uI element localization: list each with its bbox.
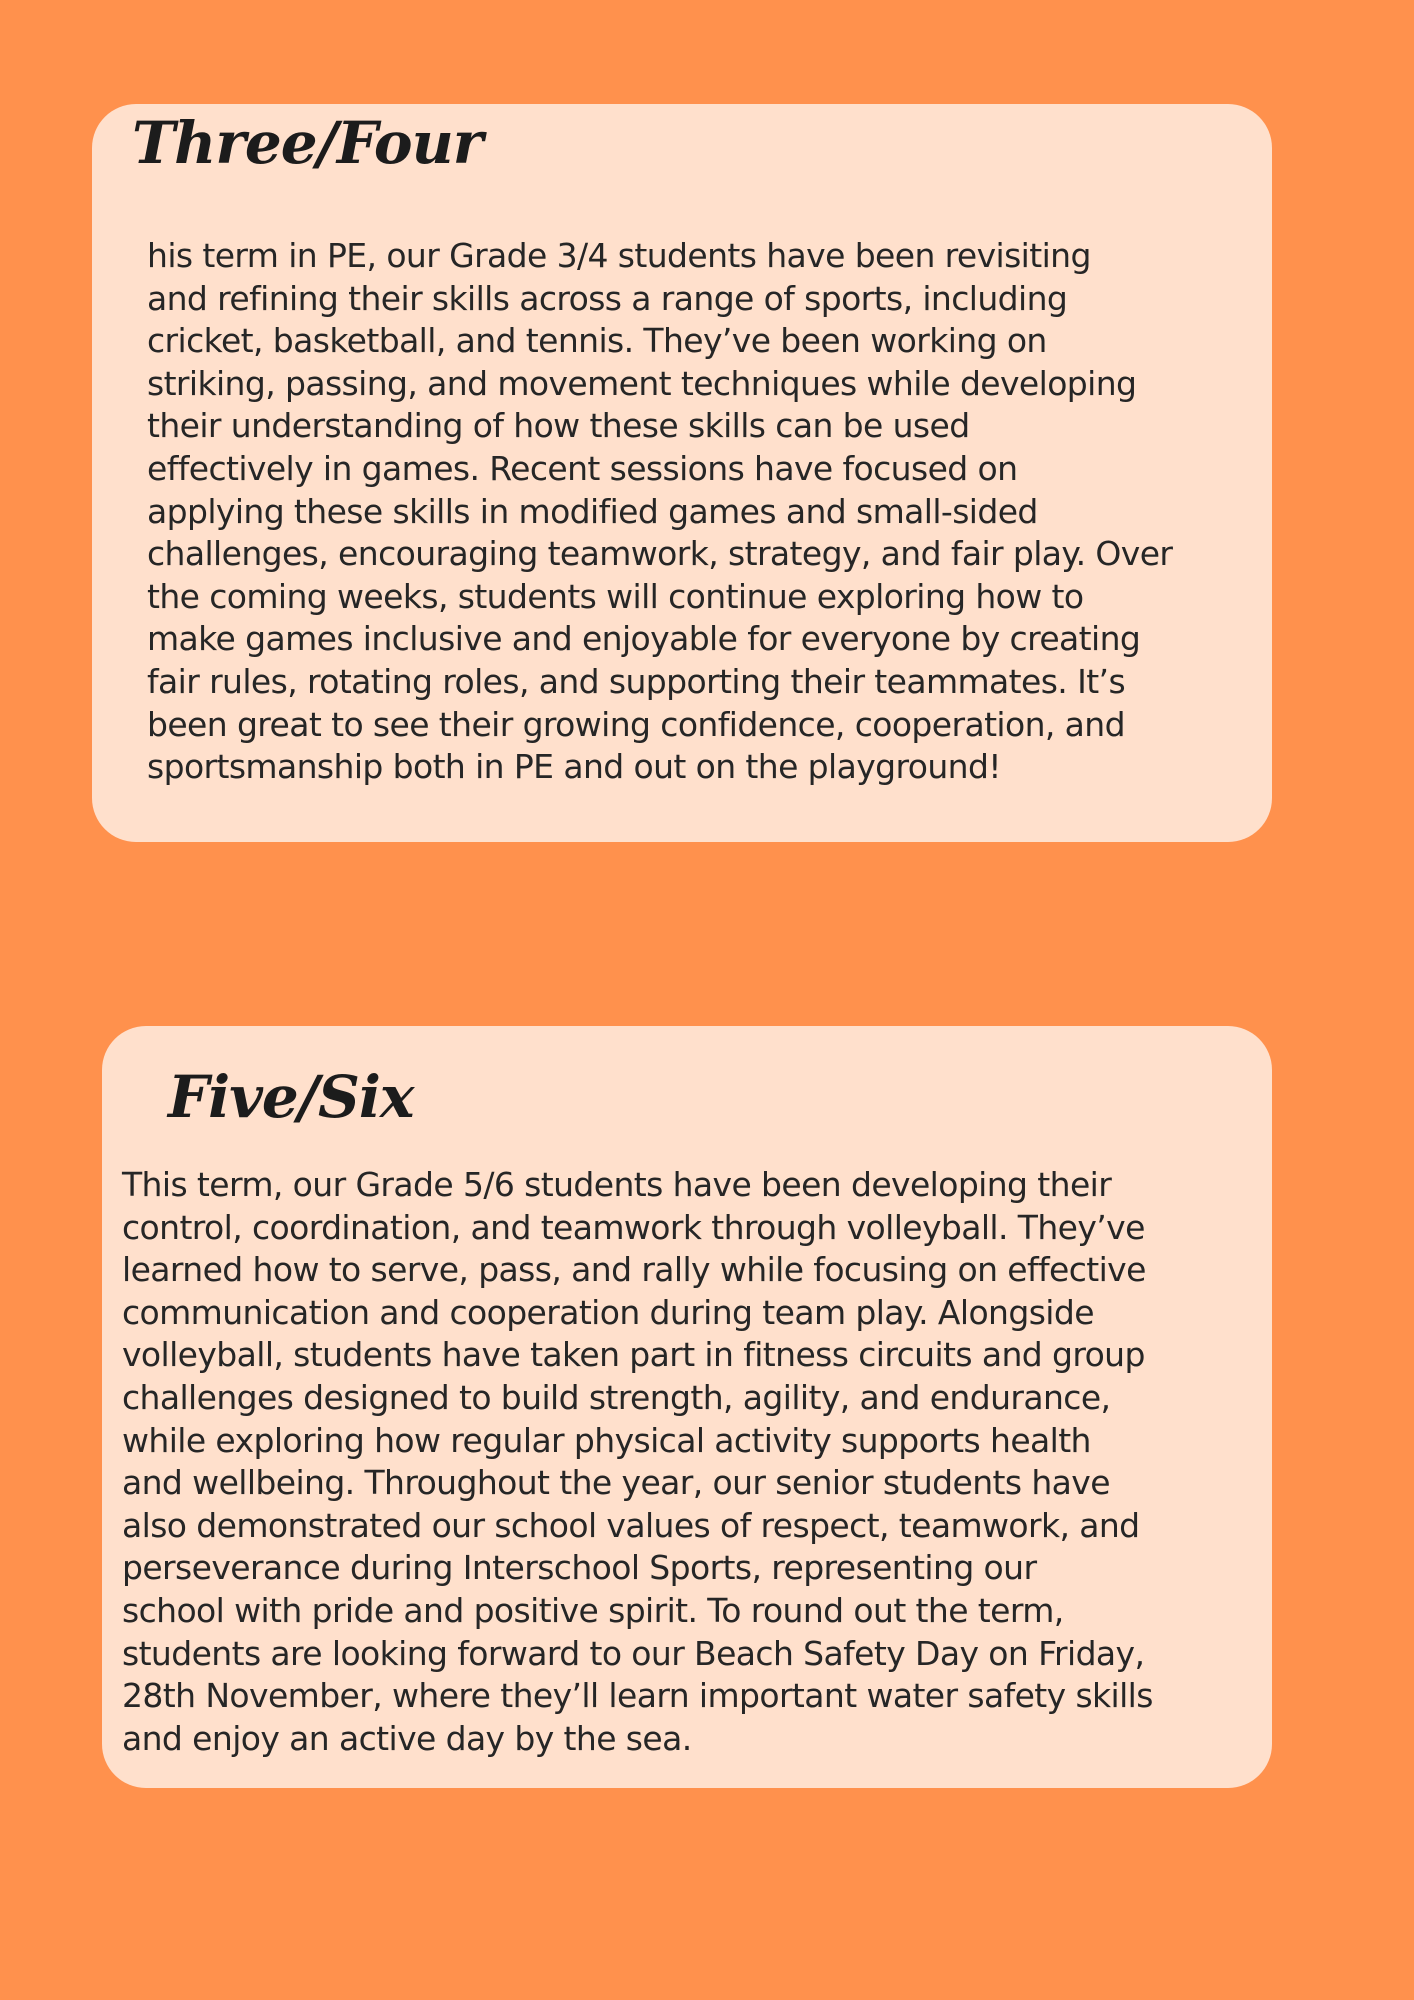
body-line: challenges designed to build strength, agility, and endurance, bbox=[122, 1377, 1111, 1417]
body-line: make games inclusive and enjoyable for everyone by creating bbox=[147, 619, 1141, 659]
body-line: also demonstrated our school values of respect, teamwork, and bbox=[122, 1505, 1140, 1545]
grade-five-six-heading: Five/Six bbox=[168, 1063, 414, 1131]
body-line: effectively in games. Recent sessions have focused on bbox=[147, 448, 1018, 488]
body-line: school with pride and positive spirit. To round out the term, bbox=[122, 1590, 1064, 1630]
body-line: learned how to serve, pass, and rally while focusing on effective bbox=[122, 1250, 1146, 1290]
body-line: applying these skills in modified games and small-sided bbox=[147, 491, 1038, 531]
body-line: while exploring how regular physical activity supports health bbox=[122, 1420, 1091, 1460]
body-line: This term, our Grade 5/6 students have been developing their bbox=[122, 1165, 1112, 1204]
body-line: the coming weeks, students will continue exploring how to bbox=[147, 576, 1084, 616]
body-line: cricket, basketball, and tennis. They’ve been working on bbox=[147, 321, 1047, 361]
body-line: communication and cooperation during team play. Alongside bbox=[122, 1292, 1094, 1332]
body-line: perseverance during Interschool Sports, representing our bbox=[122, 1548, 1037, 1588]
body-line: volleyball, students have taken part in fitness circuits and group bbox=[122, 1335, 1145, 1375]
body-line: students are looking forward to our Beach Safety Day on Friday, bbox=[122, 1633, 1145, 1673]
grade-five-six-card bbox=[102, 1026, 1272, 1788]
body-line: sportsmanship both in PE and out on the playground! bbox=[147, 747, 1001, 787]
grade-three-four-body bbox=[147, 235, 1257, 789]
body-line: been great to see their growing confidence, cooperation, and bbox=[147, 704, 1125, 744]
body-line: challenges, encouraging teamwork, strategy, and fair play. Over bbox=[147, 534, 1173, 574]
body-line: their understanding of how these skills can be used bbox=[147, 406, 970, 446]
body-line: striking, passing, and movement techniques while developing bbox=[147, 363, 1137, 403]
grade-three-four-card bbox=[92, 104, 1272, 842]
body-line: 28th November, where they’ll learn important water safety skills bbox=[122, 1676, 1153, 1716]
body-line: his term in PE, our Grade 3/4 students have been revisiting bbox=[147, 236, 1091, 275]
body-line: and refining their skills across a range of sports, including bbox=[147, 278, 1068, 318]
body-line: and wellbeing. Throughout the year, our senior students have bbox=[122, 1463, 1110, 1503]
grade-five-six-body bbox=[122, 1164, 1267, 1760]
body-line: fair rules, rotating roles, and supporting their teammates. It’s bbox=[147, 661, 1126, 701]
body-line: control, coordination, and teamwork through volleyball. They’ve bbox=[122, 1207, 1145, 1247]
body-line: and enjoy an active day by the sea. bbox=[122, 1718, 692, 1758]
grade-three-four-heading: Three/Four bbox=[132, 109, 483, 177]
